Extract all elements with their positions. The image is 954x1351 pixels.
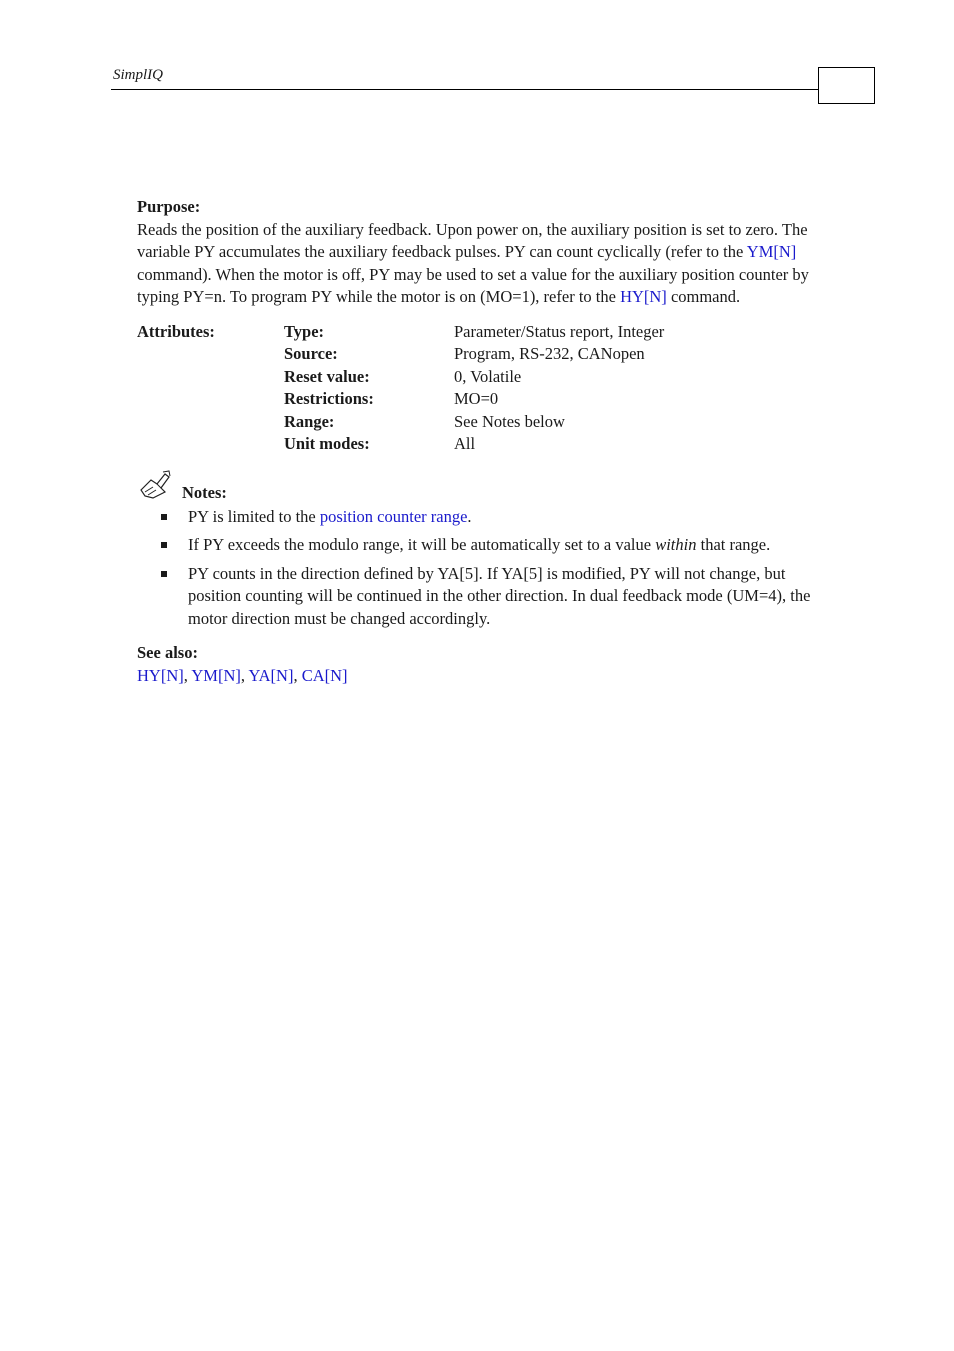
notes-label: Notes: bbox=[182, 482, 227, 502]
see-also-label: See also: bbox=[137, 643, 198, 662]
attr-key: Source: bbox=[284, 344, 338, 363]
purpose-text-2: command). When the motor is off, PY may be used to set a value for the auxiliary position counter by typing PY=n. To program PY while the motor is on (MO=1), refer to the bbox=[137, 264, 809, 306]
note-text: If PY exceeds the modulo range, it will be automatically set to a value bbox=[188, 535, 656, 554]
attr-value: 0, Volatile bbox=[454, 366, 522, 386]
bullet-icon bbox=[161, 514, 167, 520]
attr-value: All bbox=[454, 434, 476, 453]
note-hand-icon bbox=[139, 470, 171, 500]
link-separator: , bbox=[293, 665, 302, 685]
header-rule bbox=[111, 89, 819, 90]
link-separator: , bbox=[240, 665, 249, 685]
attr-key: Range: bbox=[284, 411, 335, 431]
list-item bbox=[137, 534, 817, 557]
see-also-link-ym[interactable]: YM[N] bbox=[191, 665, 241, 685]
note-text: PY counts in the direction defined by YA[5]. If YA[5] is modified, PY will not change, but position counting will be continued in the other direction. In dual feedback mode (UM=4), the motor direction must be changed accordingly. bbox=[188, 563, 811, 628]
attr-key: Reset value: bbox=[284, 366, 370, 386]
notes-list bbox=[137, 506, 817, 631]
position-counter-range-link[interactable]: position counter range bbox=[319, 506, 468, 526]
page-number-box bbox=[818, 67, 875, 104]
purpose-text-1: Reads the position of the auxiliary feedback. Upon power on, the auxiliary position is set to zero. The variable PY accumulates the auxiliary feedback pulses. PY can count cyclically (refer to the bbox=[137, 219, 808, 261]
see-also-link-ya[interactable]: YA[N] bbox=[248, 665, 294, 685]
see-also-links bbox=[137, 665, 817, 688]
purpose-text-3: command. bbox=[666, 287, 741, 306]
header-title: SimplIQ bbox=[113, 67, 163, 83]
see-also-link-hy[interactable]: HY[N] bbox=[137, 665, 184, 685]
note-text: that range. bbox=[696, 535, 771, 554]
purpose-label: Purpose: bbox=[137, 197, 201, 216]
list-item bbox=[137, 563, 817, 631]
see-also-link-ca[interactable]: CA[N] bbox=[301, 665, 348, 685]
link-separator: , bbox=[183, 665, 192, 685]
attr-value: Parameter/Status report, Integer bbox=[454, 321, 665, 341]
note-emphasis: within bbox=[655, 535, 697, 554]
note-text: . bbox=[467, 506, 472, 526]
attr-value: See Notes below bbox=[454, 411, 565, 431]
attributes-table bbox=[137, 321, 817, 456]
attributes-label: Attributes: bbox=[137, 321, 215, 341]
attr-value: MO=0 bbox=[454, 389, 499, 408]
purpose-text bbox=[137, 219, 817, 309]
attr-key: Type: bbox=[284, 321, 325, 341]
bullet-icon bbox=[161, 542, 167, 548]
document-body bbox=[137, 196, 817, 687]
bullet-icon bbox=[161, 571, 167, 577]
attr-value: Program, RS-232, CANopen bbox=[454, 344, 645, 363]
note-text: PY is limited to the bbox=[188, 506, 320, 526]
attr-key: Restrictions: bbox=[284, 389, 374, 408]
attr-key: Unit modes: bbox=[284, 434, 370, 453]
hy-link[interactable]: HY[N] bbox=[620, 287, 667, 306]
ym-link[interactable]: YM[N] bbox=[746, 242, 797, 261]
list-item bbox=[137, 506, 817, 529]
notes-header bbox=[137, 470, 817, 506]
